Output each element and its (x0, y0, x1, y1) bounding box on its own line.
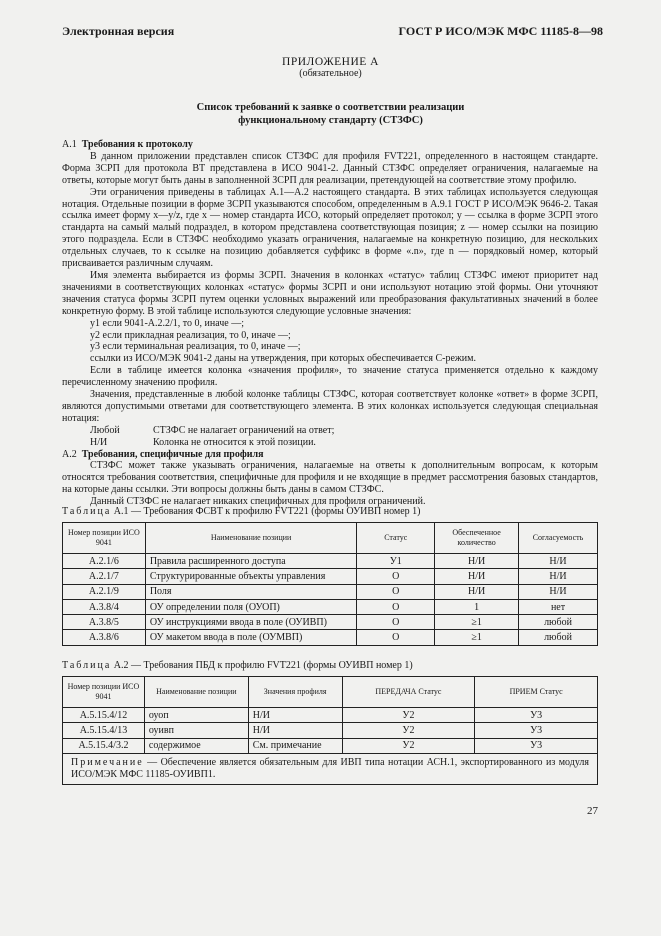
paragraph-4: ссылки из ИСО/МЭК 9041-2 даны на утверждения, при которых обеспечивается С-режим. (90, 353, 476, 365)
table-cell: Н/И (435, 569, 519, 584)
header-left: Электронная версия (62, 24, 175, 38)
table-row (63, 569, 598, 584)
table-cell: A.2.1/9 (63, 584, 146, 599)
table-cell: A.2.1/7 (63, 569, 146, 584)
table-cell: У3 (475, 723, 598, 738)
table-cell: ≥1 (435, 615, 519, 630)
annex-subtitle: (обязательное) (299, 68, 362, 79)
table-cell: любой (519, 630, 598, 645)
definition-na (62, 437, 598, 449)
table-cell: A.2.1/6 (63, 554, 146, 569)
table2-header-row (63, 677, 598, 708)
table-cell: 1 (435, 599, 519, 614)
table1 (62, 522, 598, 646)
table-cell: Н/И (519, 554, 598, 569)
table-row (63, 584, 598, 599)
table-cell: A.5.15.4/13 (63, 723, 145, 738)
table-cell: A.5.15.4/3.2 (63, 738, 145, 753)
definition-any-term: Любой (90, 424, 120, 436)
annex-title: ПРИЛОЖЕНИЕ А (282, 56, 379, 68)
table-cell: оуоп (144, 708, 248, 723)
table2-note-text: — Обеспечение является обязательным для ИВП типа нотации АСН.1, экспортированного из модуля ИСО/МЭК МФС 11185-ОУИВП1. (71, 756, 589, 780)
table-cell: любой (519, 615, 598, 630)
section-a1-heading (62, 139, 598, 151)
table-row (63, 708, 598, 723)
table2-note-prefix: Примечание (71, 756, 144, 768)
paragraph-6: Значения, представленные в любой колонке таблицы СТЗФС, которая соответствует колонке «ответ» в форме ЗСРП, являются допустимыми ответами для соответствующего элемента. В этих колонках используется следующая специальная нотация: (62, 389, 598, 424)
table-cell: ≥1 (435, 630, 519, 645)
section-a2-title: Требования, специфичные для профиля (81, 448, 264, 460)
table-cell: оуивп (144, 723, 248, 738)
section-a1-num: А.1 (62, 139, 77, 150)
table-cell: Н/И (435, 554, 519, 569)
condition-y2: y2 если прикладная реализация, то 0, иначе —; (90, 329, 291, 341)
table-row (63, 554, 598, 569)
paragraph-7: СТЗФС может также указывать ограничения, налагаемые на ответы к дополнительным вопросам, к которым относятся требования соответствия, специфичные для профиля и не входящие в предмет рассмотрения базовых стандартов, на которые даны ссылки. Эти вопросы должны быть даны в самом СТЗФС. (62, 460, 598, 496)
table-row (63, 615, 598, 630)
paragraph-8: Данный СТЗФС не налагает никаких специфичных для профиля ограничений. (90, 496, 426, 508)
definition-any (62, 425, 598, 437)
table-cell: Н/И (248, 708, 342, 723)
table-cell: A.3.8/5 (63, 615, 146, 630)
definition-na-text: Колонка не относится к этой позиции. (153, 436, 316, 448)
definition-na-term: Н/И (90, 436, 108, 448)
table1-caption-prefix: Таблица (62, 506, 112, 517)
table-cell: О (357, 630, 435, 645)
table-cell: О (357, 569, 435, 584)
header-right: ГОСТ Р ИСО/МЭК МФС 11185-8—98 (398, 24, 603, 38)
table2-caption (62, 660, 413, 671)
section-a2-num: А.2 (62, 448, 77, 460)
table-row (63, 630, 598, 645)
table-cell: ОУ определении поля (ОУОП) (145, 599, 357, 614)
table1-header: Номер позиции ИСО 9041 (63, 523, 146, 554)
list-title (0, 101, 661, 127)
table1-header: Наименование позиции (145, 523, 357, 554)
table-cell: A.3.8/6 (63, 630, 146, 645)
table-cell: ОУ макетом ввода в поле (ОУМВП) (145, 630, 357, 645)
table2-caption-text: А.2 — Требования ПБД к профилю FVT221 (формы ОУИВП номер 1) (113, 660, 413, 671)
section-a2-heading (62, 449, 598, 461)
table2-caption-prefix: Таблица (62, 660, 112, 671)
table-cell: содержимое (144, 738, 248, 753)
table-cell: A.5.15.4/12 (63, 708, 145, 723)
table-cell: ОУ инструкциями ввода в поле (ОУИВП) (145, 615, 357, 630)
table2-header: Наименование позиции (144, 677, 248, 708)
table2-header: ПЕРЕДАЧА Статус (342, 677, 475, 708)
table1-header: Согласуемость (519, 523, 598, 554)
table-cell: У2 (342, 723, 475, 738)
table-cell: О (357, 584, 435, 599)
paragraph-1: В данном приложении представлен список СТЗФС для профиля FVT221, определенного в настоящем стандарте. Форма ЗСРП для протокола ВТ представлена в ИСО 9041-2. Данный СТЗФС определяет ограничения, налагаемые на ответы, которые могут быть даны в заполненной ЗСРП для реализации, претендующей на соответствие этому профилю. (62, 150, 598, 186)
table2-header: Значения профиля (248, 677, 342, 708)
table-cell: О (357, 599, 435, 614)
table1-header: Статус (357, 523, 435, 554)
table2-header: ПРИЕМ Статус (475, 677, 598, 708)
table-cell: Структурированные объекты управления (145, 569, 357, 584)
table1-caption-text: А.1 — Требования ФСВТ к профилю FVT221 (формы ОУИВП номер 1) (113, 506, 421, 517)
table-cell: У1 (357, 554, 435, 569)
table-cell: Поля (145, 584, 357, 599)
table-row (63, 599, 598, 614)
condition-y3: y3 если терминальная реализация, то 0, иначе —; (90, 341, 301, 353)
section-a1-title: Требования к протоколу (81, 139, 193, 150)
condition-y1: y1 если 9041-A.2.2/1, то 0, иначе —; (90, 317, 245, 329)
table-cell: У2 (342, 738, 475, 753)
table2-header: Номер позиции ИСО 9041 (63, 677, 145, 708)
paragraph-5: Если в таблице имеется колонка «значения профиля», то значение статуса применяется отдельно к каждому перечисленному значению профиля. (62, 365, 598, 389)
table-cell: У3 (475, 708, 598, 723)
list-title-line2: функциональному стандарту (СТЗФС) (238, 115, 423, 126)
table1-header-row (63, 523, 598, 554)
table-cell: нет (519, 599, 598, 614)
list-title-line1: Список требований к заявке о соответствии реализации (196, 102, 465, 113)
table2 (62, 676, 598, 785)
table-note-row (63, 753, 598, 784)
table-cell: A.3.8/4 (63, 599, 146, 614)
table2-note (63, 753, 598, 784)
definition-any-text: СТЗФС не налагает ограничений на ответ; (153, 424, 335, 436)
table-cell: Н/И (519, 569, 598, 584)
table-row (63, 723, 598, 738)
table-cell: Правила расширенного доступа (145, 554, 357, 569)
body-text (62, 139, 598, 508)
table1-caption (62, 506, 421, 517)
table-cell: У3 (475, 738, 598, 753)
paragraph-2: Эти ограничения приведены в таблицах А.1—А.2 настоящего стандарта. В этих таблицах используется следующая нотация. Отдельные позиции в форме ЗСРП указываются способом, определенным в А.9.1 ГОСТ Р ИСО/МЭК 9646-2. Такая ссылка имеет форму x—y/z, где x — номер стандарта ИСО, который определяет протокол; y — ссылка в форме ЗСРП этого стандарта на самый малый подраздел, в котором представлена соответствующая позиция; z — номер ссылки на позицию этого подраздела. Если в СТЗФС необходимо указать ограничения, налагаемые на конкретную позицию, для нескольких отдельных случаев, то к ссылке на позицию добавляется суффикс в форме «.n», где n — порядковый номер, который присваивается различным случаям. (62, 186, 598, 270)
table-cell: О (357, 615, 435, 630)
paragraph-3: Имя элемента выбирается из формы ЗСРП. Значения в колонках «статус» таблиц СТЗФС имеют приоритет над значениями в соответствующих колонках «статус» формы ЗСРП и они используют нотацию этой формы. Они уточняют значения статуса формы ЗСРП путем оценки условных выражений или преобразования факультативных значений в более конкретную форму. В этой таблице используются следующие условные значения: (62, 269, 598, 317)
page-number: 27 (587, 805, 598, 817)
table-cell: Н/И (248, 723, 342, 738)
table-cell: Н/И (435, 584, 519, 599)
table-row (63, 738, 598, 753)
table-cell: У2 (342, 708, 475, 723)
table1-header: Обеспеченное количество (435, 523, 519, 554)
table-cell: См. примечание (248, 738, 342, 753)
table-cell: Н/И (519, 584, 598, 599)
